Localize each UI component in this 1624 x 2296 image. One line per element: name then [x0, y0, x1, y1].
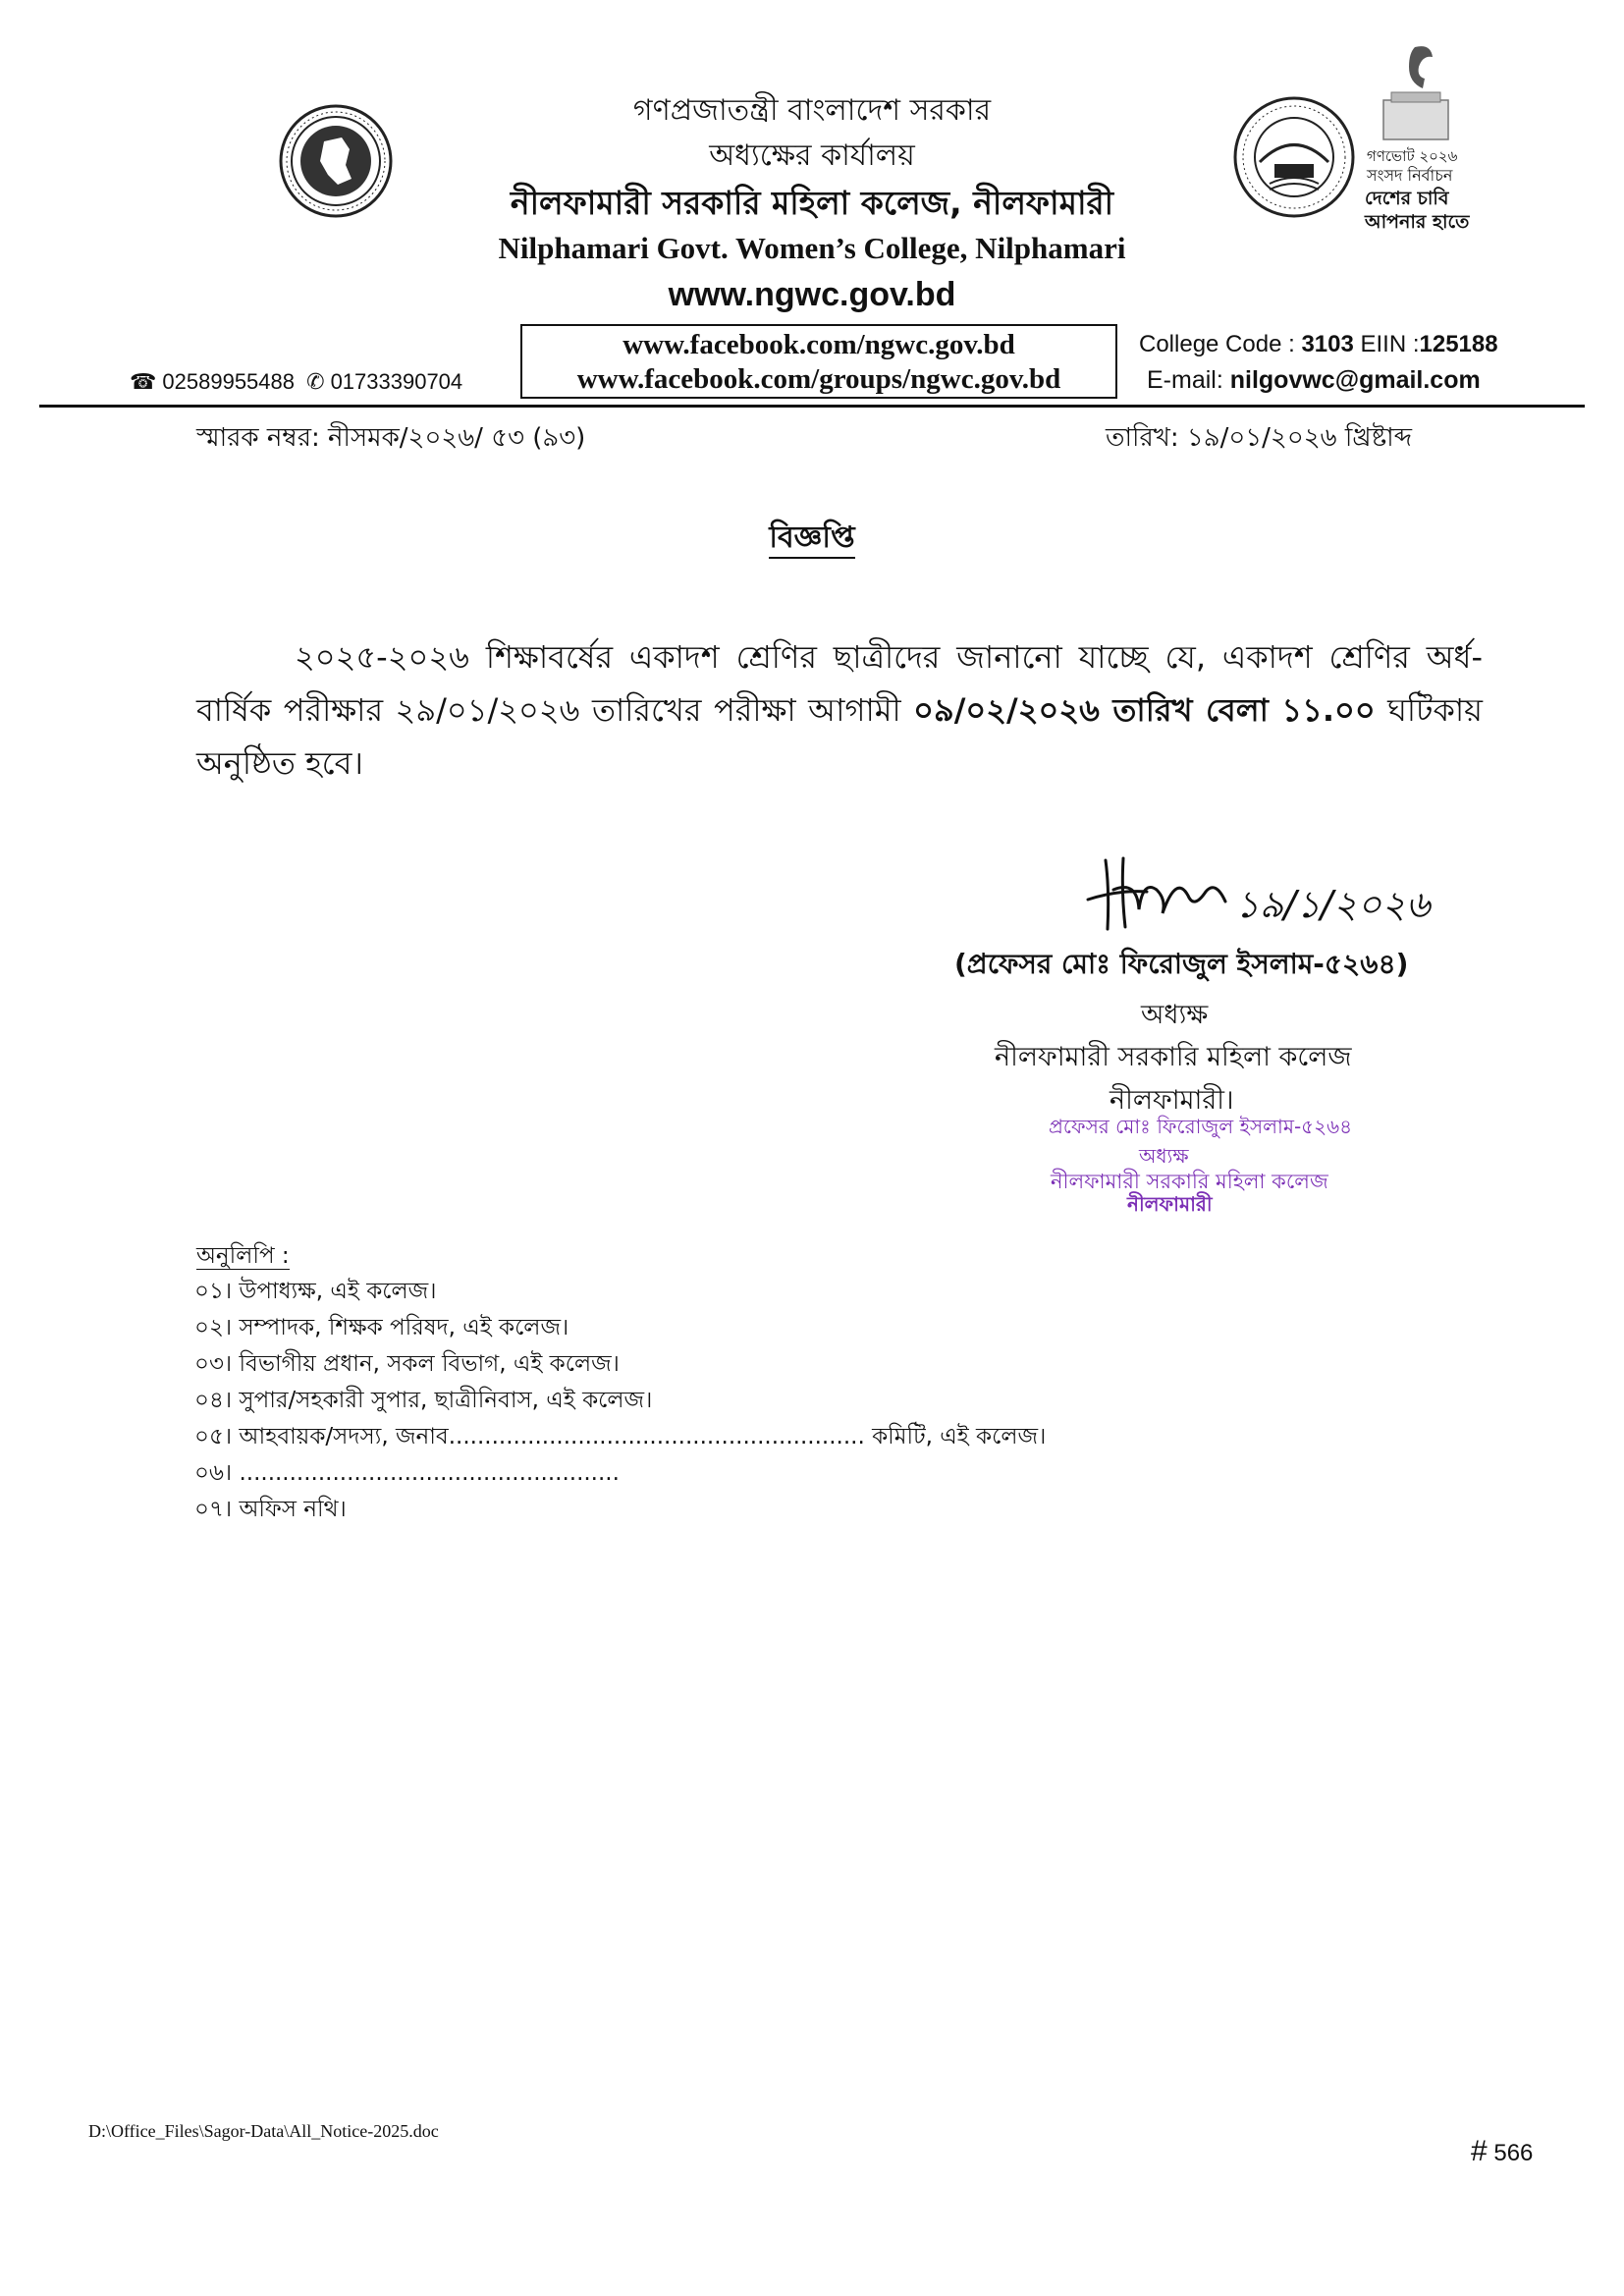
memo-label: স্মারক নম্বর: — [196, 423, 329, 453]
signatory-district: নীলফামারী। — [1110, 1085, 1234, 1116]
college-name-en: Nilphamari Govt. Women’s College, Nilphamari — [498, 231, 1126, 265]
signatory-name: (প্রফেসর মোঃ ফিরোজুল ইসলাম-৫২৬৪) — [954, 948, 1409, 980]
signatory-college: নীলফামারী সরকারি মহিলা কলেজ — [995, 1042, 1352, 1072]
phone-numbers — [130, 369, 468, 395]
election-logo-line1: গণভোট ২০২৬ — [1367, 147, 1458, 165]
notice-body-part1: ২০২৫-২০২৬ শিক্ষাবর্ষের একাদশ শ্রেণির ছাত্রীদের জানানো যাচ্ছে যে, একাদশ শ্রেণির অর্ধ-বার্ষিক পরীক্ষার ২৯/০১/২০২৬ তারিখের পরীক্ষা আগামী — [196, 638, 1483, 729]
facebook-links-box — [520, 324, 1117, 399]
election-logo-line3: দেশের চাবি — [1365, 188, 1449, 209]
notice-body — [196, 630, 1483, 790]
phone-mobile: 01733390704 — [330, 369, 463, 394]
signatory-designation: অধ্যক্ষ — [1141, 1000, 1209, 1030]
signature-icon — [1078, 841, 1451, 935]
memo-date-line — [1106, 417, 1412, 461]
page-number-value: 566 — [1493, 2140, 1534, 2166]
eiin-label: EIIN : — [1353, 331, 1420, 357]
phone-landline: 02589955488 — [162, 369, 295, 394]
phone-icon: ☎ — [130, 369, 157, 394]
government-title: গণপ্রজাতন্ত্রী বাংলাদেশ সরকার — [632, 93, 992, 128]
election-logo-line2: সংসদ নির্বাচন — [1367, 166, 1453, 185]
college-name-bn: নীলফামারী সরকারি মহিলা কলেজ, নীলফামারী — [510, 184, 1114, 222]
list-item: ০৬। ..................................................... — [194, 1460, 620, 1486]
list-item: ০১। উপাধ্যক্ষ, এই কলেজ। — [194, 1279, 437, 1304]
notice-body-bold: ০৯/০২/২০২৬ তারিখ বেলা ১১.০০ — [913, 691, 1376, 729]
signature-date: ১৯/১/২০২৬ — [1235, 883, 1431, 926]
list-item: ০৩। বিভাগীয় প্রধান, সকল বিভাগ, এই কলেজ। — [194, 1351, 620, 1377]
stamp-designation: অধ্যক্ষ — [1139, 1144, 1189, 1168]
stamp-college: নীলফামারী সরকারি মহিলা কলেজ — [1051, 1170, 1328, 1193]
election-logo-line4: আপনার হাতে — [1365, 211, 1470, 233]
facebook-group-link[interactable]: www.facebook.com/groups/ngwc.gov.bd — [576, 363, 1061, 395]
list-item: ০৫। আহবায়ক/সদস্য, জনাব.......................................................... কমিটি, এই কলেজ। — [194, 1424, 1047, 1449]
office-title: অধ্যক্ষের কার্যালয় — [709, 138, 915, 173]
website-link[interactable]: www.ngwc.gov.bd — [668, 276, 956, 313]
page-number — [1471, 2135, 1533, 2168]
header-divider — [39, 405, 1585, 408]
mobile-icon: ✆ — [306, 369, 325, 394]
email-label: E-mail: — [1147, 366, 1230, 394]
page-hash: # — [1471, 2135, 1488, 2167]
list-item: ০৪। সুপার/সহকারী সুপার, ছাত্রীনিবাস, এই কলেজ। — [194, 1388, 653, 1413]
stamp-name: প্রফেসর মোঃ ফিরোজুল ইসলাম-৫২৬৪ — [1049, 1115, 1353, 1138]
college-code-label: College Code : — [1139, 331, 1302, 357]
notice-title: বিজ্ঞপ্তি — [0, 514, 1624, 564]
college-code-line — [1139, 331, 1498, 358]
email-line — [1147, 366, 1481, 395]
college-code-value: 3103 — [1301, 331, 1354, 357]
date-label: তারিখ: — [1106, 423, 1187, 453]
eiin-value: 125188 — [1419, 331, 1498, 357]
memo-number: নীসমক/২০২৬/ ৫৩ (৯৩) — [328, 423, 586, 453]
file-path: D:\Office_Files\Sagor-Data\All_Notice-2025.doc — [88, 2121, 439, 2141]
email-value[interactable]: nilgovwc@gmail.com — [1229, 366, 1481, 394]
facebook-page-link[interactable]: www.facebook.com/ngwc.gov.bd — [623, 329, 1015, 360]
memo-number-line — [196, 417, 585, 461]
list-item: ০২। সম্পাদক, শিক্ষক পরিষদ, এই কলেজ। — [194, 1315, 569, 1340]
date-value: ১৯/০১/২০২৬ খ্রিষ্টাব্দ — [1186, 423, 1412, 453]
copy-list — [194, 1274, 1046, 1528]
copy-list-title: অনুলিপি : — [196, 1243, 290, 1269]
stamp-district: নীলফামারী — [1127, 1192, 1213, 1216]
notice-body-part2: ঘটিকায় অনুষ্ঠিত হবে। — [196, 691, 1483, 782]
list-item: ০৭। অফিস নথি। — [194, 1497, 347, 1522]
